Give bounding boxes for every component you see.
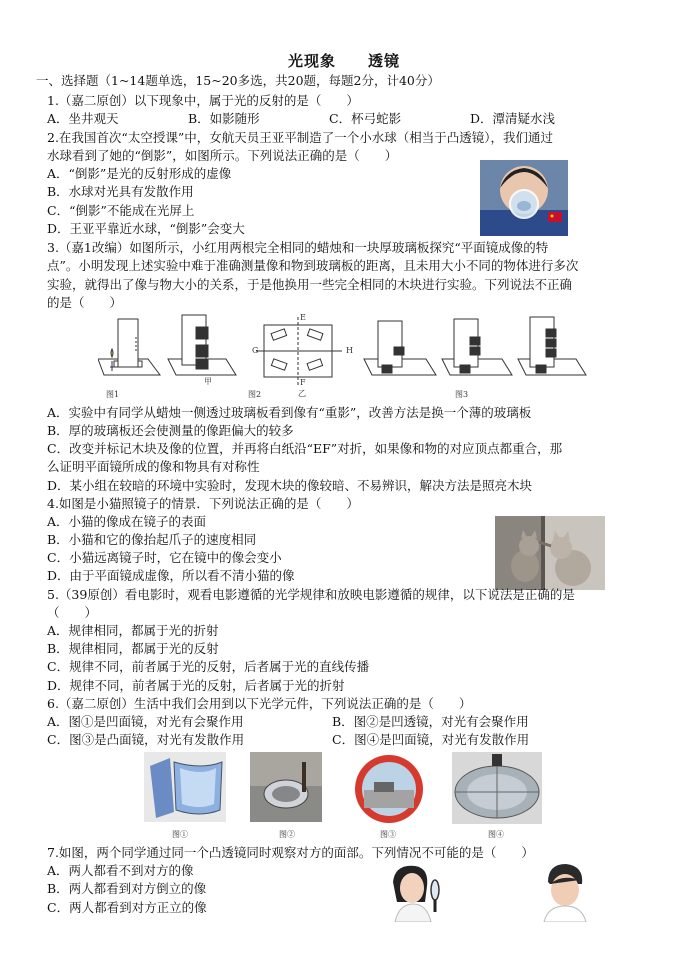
q2-option-a: A．“倒影”是光的反射形成的虚像 bbox=[47, 166, 232, 181]
q5-stem-line1: 5.（39原创）看电影时，观看电影遵循的光学规律和放映电影遵循的规律，以下说法是正确的是 bbox=[47, 587, 575, 602]
fig-label-jia: 甲 bbox=[204, 377, 212, 386]
q4-stem: 4.如图是小猫照镜子的情景．下列说法正确的是（ ） bbox=[47, 496, 359, 511]
section-heading: 一、选择题（1~14题单选，15~20多选，共20题，每题2分，计40分） bbox=[36, 73, 440, 88]
q6-caption-1: 图① bbox=[172, 830, 188, 839]
cat-mirror-photo bbox=[495, 516, 605, 590]
fig-label-1: 图1 bbox=[106, 390, 120, 399]
q1-option-c: C．杯弓蛇影 bbox=[329, 111, 402, 126]
convex-mirror-photo-3 bbox=[350, 752, 428, 826]
fig-label-f: F bbox=[300, 378, 306, 387]
q5-option-a: A．规律相同，都属于光的折射 bbox=[47, 623, 219, 638]
fig-label-g: G bbox=[252, 346, 259, 355]
q2-option-c: C．“倒影”不能成在光屏上 bbox=[47, 203, 195, 218]
q6-caption-4: 图④ bbox=[488, 830, 504, 839]
q3-stem-line1: 3.（嘉1改编）如图所示，小红用两根完全相同的蜡烛和一块厚玻璃板探究“平面镜成像的特 bbox=[47, 240, 549, 255]
girl-with-lens-figure bbox=[385, 862, 445, 922]
mirror-experiment-figure bbox=[98, 313, 588, 399]
solar-cooker-photo-4 bbox=[452, 752, 542, 824]
fig-label-yi: 乙 bbox=[298, 389, 306, 398]
q2-stem-line1: 2.在我国首次“太空授课”中，女航天员王亚平制造了一个小水球（相当于凸透镜），我们通过 bbox=[47, 130, 553, 145]
q6-option-a: A．图①是凹面镜，对光有会聚作用 bbox=[47, 714, 244, 729]
fig-label-h: H bbox=[346, 346, 353, 355]
q7-option-b: B．两人都看到对方倒立的像 bbox=[47, 881, 207, 896]
q2-option-d: D．王亚平靠近水球，“倒影”会变大 bbox=[47, 221, 245, 236]
fig-label-2: 图2 bbox=[248, 390, 262, 399]
mirror-plate-photo-1 bbox=[144, 752, 226, 822]
q1-option-d: D．潭清疑水浅 bbox=[470, 111, 556, 126]
q1-option-a: A．坐井观天 bbox=[47, 111, 119, 126]
lens-photo-2 bbox=[250, 752, 322, 822]
q7-option-a: A．两人都看不到对方的像 bbox=[47, 863, 194, 878]
q1-option-b: B．如影随形 bbox=[188, 111, 260, 126]
q2-stem-line2: 水球看到了她的“倒影”，如图所示。下列说法正确的是（ ） bbox=[47, 148, 398, 163]
q6-caption-2: 图② bbox=[279, 830, 295, 839]
q2-option-b: B．水球对光具有发散作用 bbox=[47, 184, 194, 199]
q5-option-b: B．规律相同，都属于光的反射 bbox=[47, 641, 219, 656]
boy-face-figure bbox=[540, 862, 590, 922]
q4-option-c: C．小猫远离镜子时，它在镜中的像会变小 bbox=[47, 550, 282, 565]
q3-option-c: C．改变并标记木块及像的位置，并再将白纸沿“EF”对折，如果像和物的对应顶点都重合，那 bbox=[47, 441, 563, 456]
fig-label-3: 图3 bbox=[455, 390, 469, 399]
q3-stem-line4: 的是（ ） bbox=[47, 295, 123, 310]
astronaut-photo bbox=[480, 160, 568, 236]
q5-option-c: C．规律不同，前者属于光的反射，后者属于光的直线传播 bbox=[47, 659, 370, 674]
q7-stem: 7.如图，两个同学通过同一个凸透镜同时观察对方的面部。下列情况不可能的是（ ） bbox=[47, 845, 534, 860]
q1-stem: 1.（嘉二原创）以下现象中，属于光的反射的是（ ） bbox=[47, 93, 359, 108]
q6-stem: 6.（嘉二原创）生活中我们会用到以下光学元件，下列说法正确的是（ ） bbox=[47, 696, 472, 711]
q3-option-b: B．厚的玻璃板还会使测量的像距偏大的较多 bbox=[47, 423, 294, 438]
q5-option-d: D．规律不同，前者属于光的反射，后者属于光的折射 bbox=[47, 678, 345, 693]
page-title: 光现象 透镜 bbox=[287, 52, 400, 70]
q3-option-d: D．某小组在较暗的环境中实验时，发现木块的像较暗、不易辨识，解决方法是照亮木块 bbox=[47, 478, 533, 493]
q6-option-d: C．图④是凹面镜，对光有发散作用 bbox=[332, 732, 530, 747]
q3-stem-line3: 实验，就得出了像与物大小的关系，于是他换用一些完全相同的木块进行实验。下列说法不正确 bbox=[47, 277, 573, 292]
q6-option-c: C．图③是凸面镜，对光有发散作用 bbox=[47, 732, 245, 747]
q7-option-c: C．两人都看到对方正立的像 bbox=[47, 900, 207, 915]
q4-option-b: B．小猫和它的像抬起爪子的速度相同 bbox=[47, 532, 257, 547]
q3-option-a: A．实验中有同学从蜡烛一侧透过玻璃板看到像有“重影”，改善方法是换一个薄的玻璃板 bbox=[47, 405, 532, 420]
q6-caption-3: 图③ bbox=[380, 830, 396, 839]
q6-option-b: B．图②是凹透镜，对光有会聚作用 bbox=[332, 714, 529, 729]
q4-option-a: A．小猫的像成在镜子的表面 bbox=[47, 514, 207, 529]
q4-option-d: D．由于平面镜成虚像，所以看不清小猫的像 bbox=[47, 568, 295, 583]
fig-label-e: E bbox=[300, 313, 306, 322]
q3-option-c-cont: 么证明平面镜所成的像和物具有对称性 bbox=[47, 459, 260, 474]
q5-stem-line2: （ ） bbox=[47, 605, 98, 620]
q3-stem-line2: 点”。小明发现上述实验中难于准确测量像和物到玻璃板的距离，且未用大小不同的物体进行多次 bbox=[47, 258, 579, 273]
